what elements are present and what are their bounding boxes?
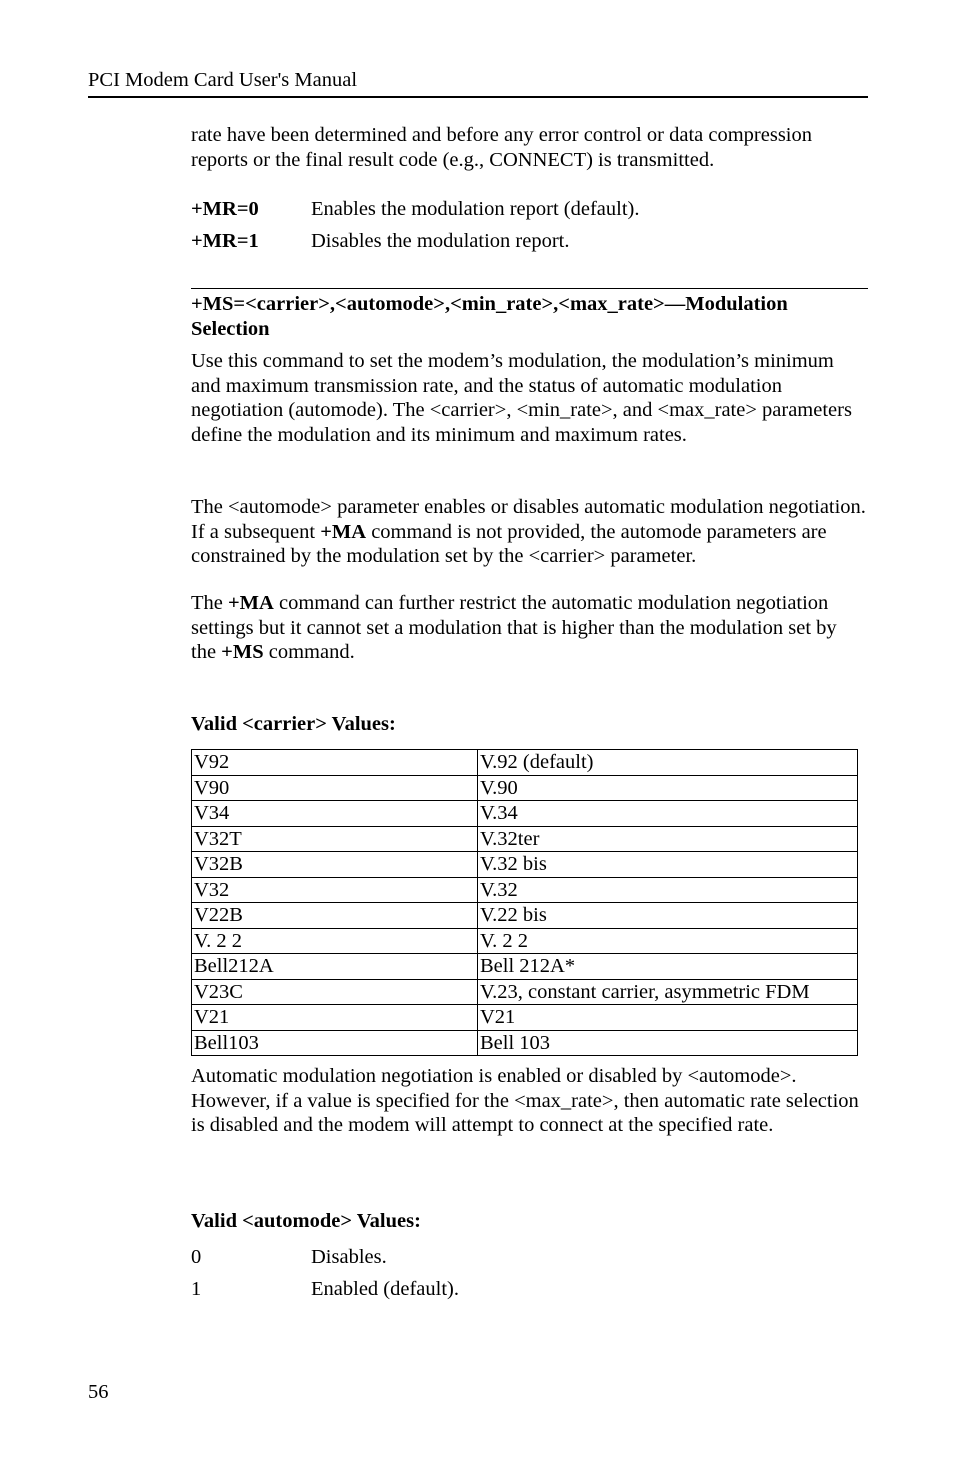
carrier-code: V32B xyxy=(192,852,478,878)
automode-row xyxy=(191,1277,866,1309)
table-row xyxy=(192,801,858,827)
table-row xyxy=(192,928,858,954)
carrier-heading: Valid <carrier> Values: xyxy=(191,713,396,735)
carrier-desc: V.32ter xyxy=(478,826,858,852)
carrier-desc: V. 2 2 xyxy=(478,928,858,954)
table-row xyxy=(192,826,858,852)
carrier-code: V32T xyxy=(192,826,478,852)
mr-param-code: +MR=0 xyxy=(191,198,259,220)
header-title: PCI Modem Card User's Manual xyxy=(88,69,358,91)
automode-desc: Disables. xyxy=(311,1246,387,1268)
page-number: 56 xyxy=(88,1381,109,1403)
carrier-desc: V.23, constant carrier, asymmetric FDM xyxy=(478,979,858,1005)
intro-block xyxy=(191,123,871,261)
table-row xyxy=(192,979,858,1005)
mr-param-row xyxy=(191,197,871,229)
carrier-desc: V.32 bis xyxy=(478,852,858,878)
para3-command: +MS xyxy=(221,641,264,663)
mr-param-desc: Disables the modulation report. xyxy=(311,230,570,252)
table-row xyxy=(192,852,858,878)
mr-param-row xyxy=(191,229,871,261)
para3-text: command can further restrict the automatic modulation negotiation settings but it cannot set a modulation that is higher than the modulation set by the xyxy=(191,592,837,663)
carrier-desc: V21 xyxy=(478,1005,858,1031)
carrier-table xyxy=(191,749,858,1056)
carrier-desc: Bell 212A* xyxy=(478,954,858,980)
carrier-desc: V.22 bis xyxy=(478,903,858,929)
para3-command: +MA xyxy=(228,592,274,614)
para2-command: +MA xyxy=(320,520,367,543)
para3-text: command. xyxy=(263,641,355,663)
automode-heading: Valid <automode> Values: xyxy=(191,1210,421,1232)
carrier-code: Bell212A xyxy=(192,954,478,980)
para2-text: command is not provided, the automode parameters are constrained by the modulation set by the <carrier> parameter. xyxy=(191,520,827,567)
table-row xyxy=(192,1030,858,1056)
carrier-desc: Bell 103 xyxy=(478,1030,858,1056)
section-paragraph-2 xyxy=(191,495,866,569)
table-row xyxy=(192,877,858,903)
table-row xyxy=(192,1005,858,1031)
mr-param-code: +MR=1 xyxy=(191,230,259,252)
carrier-desc: V.34 xyxy=(478,801,858,827)
carrier-code: V21 xyxy=(192,1005,478,1031)
carrier-code: V32 xyxy=(192,877,478,903)
carrier-desc: V.32 xyxy=(478,877,858,903)
intro-paragraph: rate have been determined and before any error control or data compression reports or the final result code (e.g., CONNECT) is transmitted. xyxy=(191,124,812,171)
carrier-code: V34 xyxy=(192,801,478,827)
carrier-code: V22B xyxy=(192,903,478,929)
carrier-code: V90 xyxy=(192,775,478,801)
para2-text: The <automode> parameter enables or disables automatic modulation negotiation. If a subsequent xyxy=(191,496,866,543)
carrier-code: V92 xyxy=(192,750,478,776)
para3-text: The xyxy=(191,592,228,614)
page-header xyxy=(88,68,868,98)
section-paragraph-3 xyxy=(191,591,866,665)
section-divider xyxy=(191,288,868,289)
carrier-code: V. 2 2 xyxy=(192,928,478,954)
carrier-desc: V.92 (default) xyxy=(478,750,858,776)
section-paragraph-1: Use this command to set the modem’s modulation, the modulation’s minimum and maximum transmission rate, and the status of automatic modulation negotiation (automode). The <carrier>, <min_rate>, and <max_rate> parameters define the modulation and its minimum and maximum rates. xyxy=(191,350,852,446)
table-row xyxy=(192,750,858,776)
carrier-code: V23C xyxy=(192,979,478,1005)
table-row xyxy=(192,903,858,929)
automode-desc: Enabled (default). xyxy=(311,1278,459,1300)
automode-code: 0 xyxy=(191,1246,202,1268)
table-row xyxy=(192,954,858,980)
carrier-note: Automatic modulation negotiation is enabled or disabled by <automode>. However, if a value is specified for the <max_rate>, then automatic rate selection is disabled and the modem will attempt to connect at the specified rate. xyxy=(191,1065,859,1136)
automode-row xyxy=(191,1245,866,1277)
mr-param-desc: Enables the modulation report (default). xyxy=(311,198,640,220)
table-row xyxy=(192,775,858,801)
section-heading: +MS=<carrier>,<automode>,<min_rate>,<max_rate>—Modulation Selection xyxy=(191,293,788,340)
carrier-desc: V.90 xyxy=(478,775,858,801)
automode-list xyxy=(191,1245,866,1309)
carrier-code: Bell103 xyxy=(192,1030,478,1056)
automode-code: 1 xyxy=(191,1278,202,1300)
